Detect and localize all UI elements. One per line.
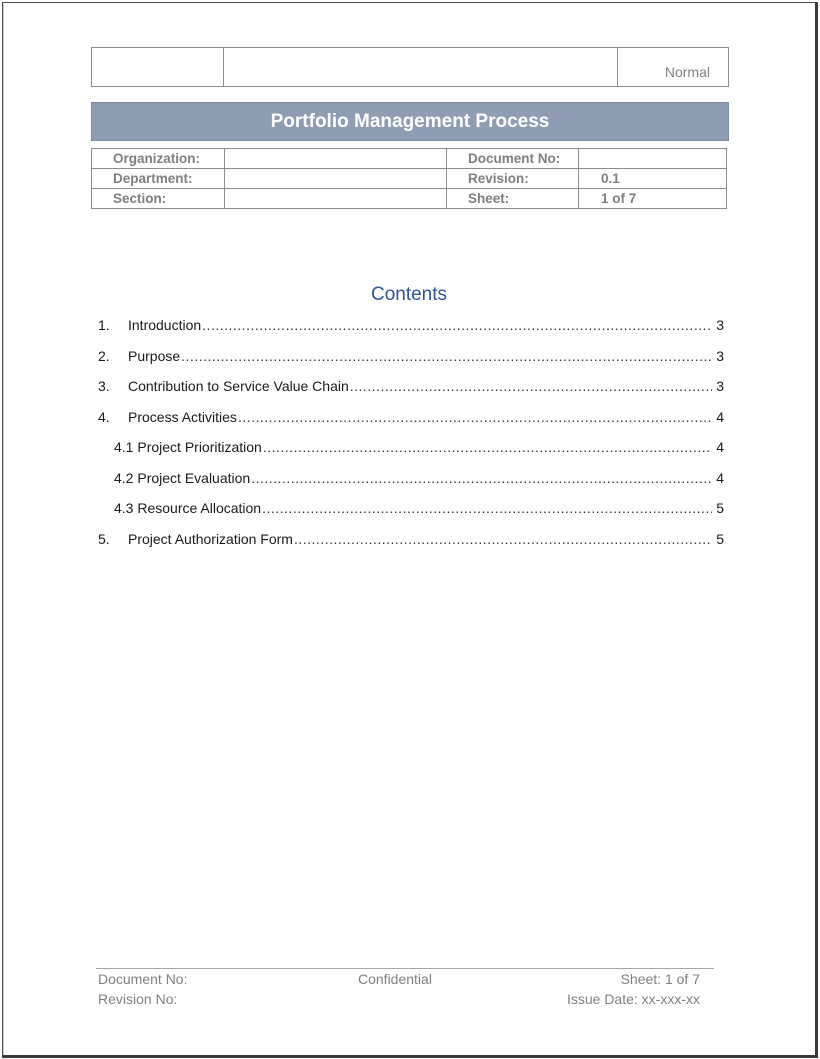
section-label: Section:	[92, 189, 225, 209]
toc-entry-page: 4	[716, 408, 724, 425]
header-cell-middle	[224, 48, 618, 86]
footer-confidential: Confidential	[358, 971, 432, 987]
document-page	[2, 2, 818, 1058]
toc-entry-label: 4.1 Project Prioritization	[114, 439, 262, 455]
organization-value	[225, 149, 447, 169]
section-value	[225, 189, 447, 209]
toc-dot-leader	[181, 348, 712, 364]
toc-entry-page: 4	[716, 439, 724, 455]
toc-dot-leader	[294, 531, 712, 547]
toc-entry-page: 4	[716, 469, 724, 486]
revision-value: 0.1	[579, 169, 727, 189]
toc-subentry[interactable]	[98, 470, 724, 501]
footer-row-1	[98, 971, 700, 991]
contents-heading: Contents	[370, 284, 448, 305]
toc-entry-number: 1.	[98, 317, 110, 333]
revision-label: Revision:	[447, 169, 579, 189]
toc-subentry[interactable]	[98, 500, 724, 531]
footer-row-2	[98, 991, 700, 1011]
toc-dot-leader	[263, 439, 712, 455]
toc-entry-label: Project Authorization Form	[128, 530, 293, 547]
toc-entry-number: 5.	[98, 530, 110, 547]
document-info-table	[91, 148, 727, 209]
toc-entry-page: 5	[716, 530, 724, 547]
toc-dot-leader	[202, 317, 712, 333]
info-row-department	[92, 169, 727, 189]
toc-entry-label: 4.3 Resource Allocation	[114, 500, 262, 516]
sheet-value: 1 of 7	[579, 189, 727, 209]
toc-entry-page: 3	[716, 317, 724, 333]
toc-entry[interactable]	[98, 348, 724, 379]
document-no-label: Document No:	[447, 149, 579, 169]
footer-revision-no: Revision No:	[98, 991, 178, 1007]
toc-entry[interactable]	[98, 378, 724, 409]
toc-dot-leader	[238, 409, 712, 425]
classification-label: Normal	[664, 64, 710, 80]
page-edge	[3, 3, 4, 1055]
document-no-value	[579, 149, 727, 169]
document-title: Portfolio Management Process	[270, 110, 550, 132]
department-value	[225, 169, 447, 189]
toc-dot-leader	[350, 378, 712, 394]
toc-entry-page: 3	[716, 347, 724, 364]
info-row-section	[92, 189, 727, 209]
info-row-organization	[92, 149, 727, 169]
toc-entry-label: Introduction	[128, 317, 202, 333]
page-footer	[98, 971, 700, 1011]
table-of-contents	[98, 317, 724, 561]
header-cell-classification	[618, 48, 728, 86]
title-banner	[91, 102, 729, 141]
toc-dot-leader	[251, 470, 712, 486]
toc-entry[interactable]	[98, 409, 724, 440]
toc-entry[interactable]	[98, 531, 724, 562]
footer-divider	[96, 968, 714, 969]
toc-subentry[interactable]	[98, 439, 724, 470]
toc-entry-page: 5	[716, 500, 724, 516]
toc-entry-label: Process Activities	[128, 408, 237, 425]
toc-dot-leader	[262, 500, 712, 516]
header-table	[91, 47, 729, 87]
header-cell-logo	[92, 48, 224, 86]
organization-label: Organization:	[92, 149, 225, 169]
toc-entry-label: Purpose	[128, 347, 181, 364]
sheet-label: Sheet:	[447, 189, 579, 209]
footer-document-no: Document No:	[98, 971, 188, 987]
toc-entry-page: 3	[716, 378, 724, 394]
toc-entry-number: 4.	[98, 408, 110, 425]
toc-entry[interactable]	[98, 317, 724, 348]
toc-entry-number: 3.	[98, 378, 110, 394]
toc-entry-number: 2.	[98, 347, 110, 364]
footer-sheet: Sheet: 1 of 7	[620, 971, 700, 987]
toc-entry-label: 4.2 Project Evaluation	[114, 469, 251, 486]
footer-issue-date: Issue Date: xx-xxx-xx	[566, 991, 700, 1007]
department-label: Department:	[92, 169, 225, 189]
toc-entry-label: Contribution to Service Value Chain	[128, 378, 349, 394]
